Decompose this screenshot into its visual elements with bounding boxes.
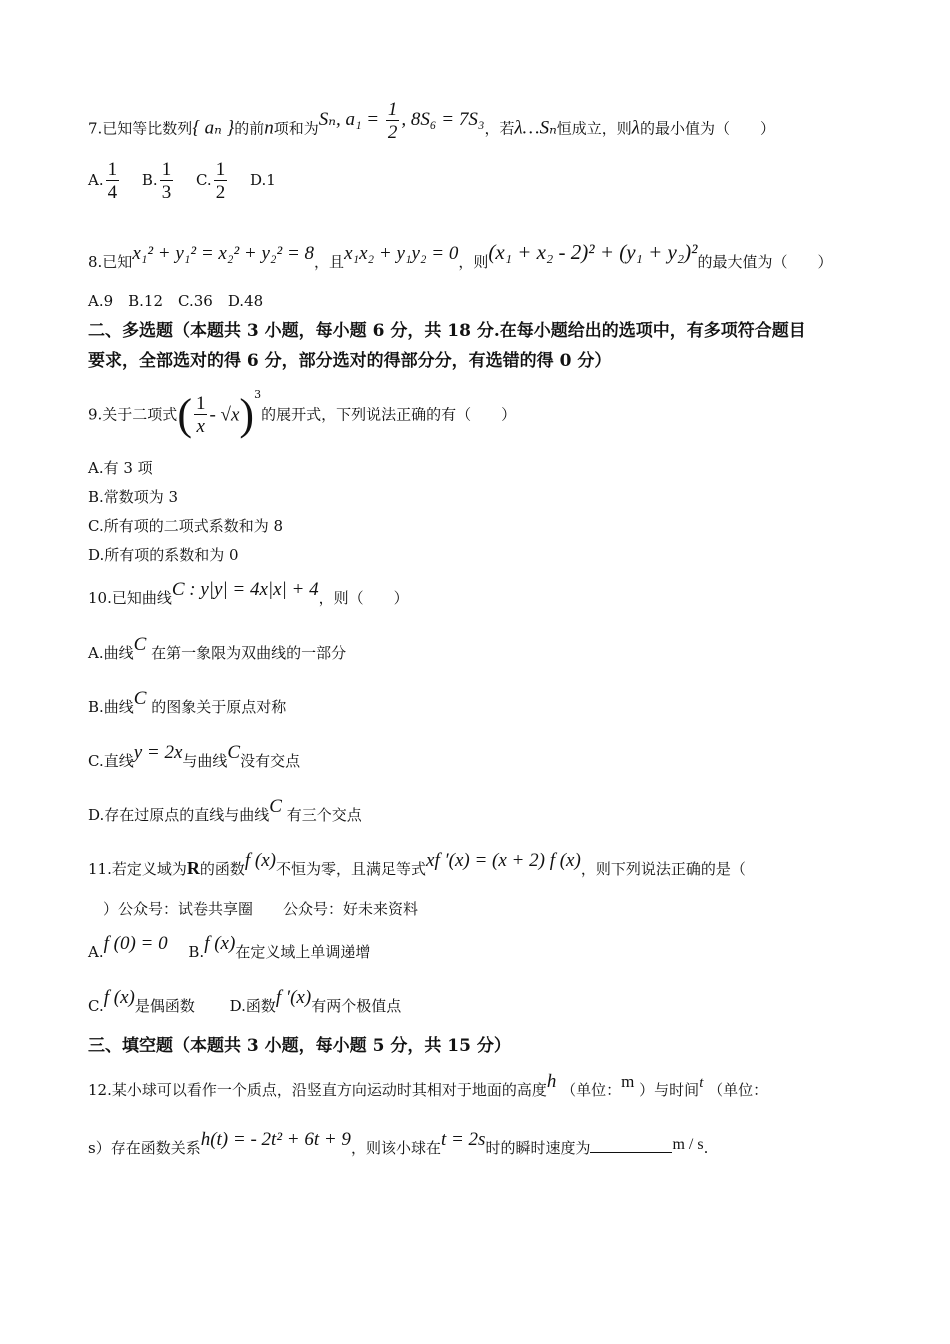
q10-curve: C : y|y| = 4x|x| + 4: [171, 579, 319, 600]
q11-stem: 11.若定义域为R的函数f (x)不恒为零，且满足等式xf ′(x) = (x + 2) f (x)，则下列说法正确的是（: [88, 850, 746, 878]
q11-options-cd: [88, 987, 402, 1015]
q7-option-a[interactable]: A. $\frac{1}{4}$: [88, 159, 118, 203]
q10-option-a[interactable]: A.曲线C 在第一象限为双曲线的一部分: [88, 634, 347, 662]
q7-option-c[interactable]: C. $\frac{1}{2}$: [195, 159, 226, 203]
q11-equation: xf ′(x) = (x + 2) f (x): [426, 850, 581, 871]
q7-stem: 7.已知等比数列{ aₙ }的前n项和为Sₙ, a₁ = $\frac{1}{2}$ , 8S₆ = 7S₃，若λ…Sₙ恒成立，则λ的最小值为（ ）: [88, 99, 776, 143]
q10-stem: 10.已知曲线C : y|y| = 4x|x| + 4，则（ ）: [88, 579, 409, 607]
q9-stem: 9.关于二项式( $\frac{1}{x}$ - √x)$^3$的展开式，下列说法正确的有（ ）: [88, 388, 517, 439]
section-3-heading: 三、填空题（本题共 3 小题，每小题 5 分，共 15 分）: [88, 1036, 511, 1056]
q9-option-d[interactable]: D.所有项的系数和为 0: [88, 546, 239, 564]
q12-stem-line-2: s）存在函数关系h(t) = - 2t² + 6t + 9，则该小球在t = 2s时的瞬时速度为 m / s.: [88, 1129, 709, 1157]
section-2-heading-line-2: 要求，全部选对的得 6 分，部分选对的得部分分，有选错的得 0 分）: [88, 351, 612, 371]
q9-fraction: $\frac{1}{x}$: [195, 393, 206, 437]
q7-sequence: { aₙ }: [192, 117, 235, 139]
q10-option-c[interactable]: C.直线y = 2x与曲线C没有交点: [88, 742, 301, 770]
q8-stem: 8.已知x₁² + y₁² = x₂² + y₂² = 8，且x₁x₂ + y₁y₂ = 0，则(x₁ + x₂ - 2)² + (y₁ + y₂)²的最大值为（ ）: [88, 240, 833, 271]
q11-stem-line-2: ）公众号：试卷共享圈 公众号：好未来资料: [88, 900, 419, 918]
q11-option-d[interactable]: D.函数f ′(x)有两个极值点: [229, 987, 402, 1015]
q7-inequality: λ…Sₙ: [514, 117, 557, 139]
q8-equation-1: x₁² + y₁² = x₂² + y₂² = 8: [132, 243, 315, 264]
q8-equation-2: x₁x₂ + y₁y₂ = 0: [344, 243, 459, 264]
q9-option-c[interactable]: C.所有项的二项式系数和为 8: [88, 517, 284, 535]
q12-function: h(t) = - 2t² + 6t + 9: [200, 1129, 351, 1150]
q10-option-d[interactable]: D.存在过原点的直线与曲线C 有三个交点: [88, 796, 362, 824]
q7-condition: Sₙ, a₁ = $\frac{1}{2}$ , 8S₆ = 7S₃: [318, 99, 485, 143]
q12-stem: 12.某小球可以看作一个质点，沿竖直方向运动时其相对于地面的高度h （单位：m ）与时间t （单位：: [88, 1071, 769, 1099]
q8-expression: (x₁ + x₂ - 2)² + (y₁ + y₂)²: [488, 240, 698, 264]
q11-option-a[interactable]: A.f (0) = 0: [88, 933, 168, 961]
q12-answer-blank[interactable]: [590, 1138, 672, 1153]
q10-option-b[interactable]: B.曲线C 的图象关于原点对称: [88, 688, 287, 716]
q7-half-fraction: $\frac{1}{2}$: [387, 99, 398, 143]
q7-options: [88, 160, 276, 202]
q8-options[interactable]: A.9 B.12 C.36 D.48: [88, 292, 264, 310]
section-2-heading-line-1: 二、多选题（本题共 3 小题，每小题 6 分，共 18 分.在每小题给出的选项中，有多项符合题目: [88, 321, 806, 341]
q9-option-a[interactable]: A.有 3 项: [88, 459, 153, 477]
q9-option-b[interactable]: B.常数项为 3: [88, 488, 179, 506]
q11-options-ab: [88, 933, 371, 961]
q11-option-c[interactable]: C.f (x)是偶函数: [88, 987, 195, 1015]
q7-option-b[interactable]: B. $\frac{1}{3}$: [141, 159, 172, 203]
q11-option-b[interactable]: B.f (x)在定义域上单调递增: [188, 933, 371, 961]
q7-option-d[interactable]: D.1: [249, 171, 276, 189]
